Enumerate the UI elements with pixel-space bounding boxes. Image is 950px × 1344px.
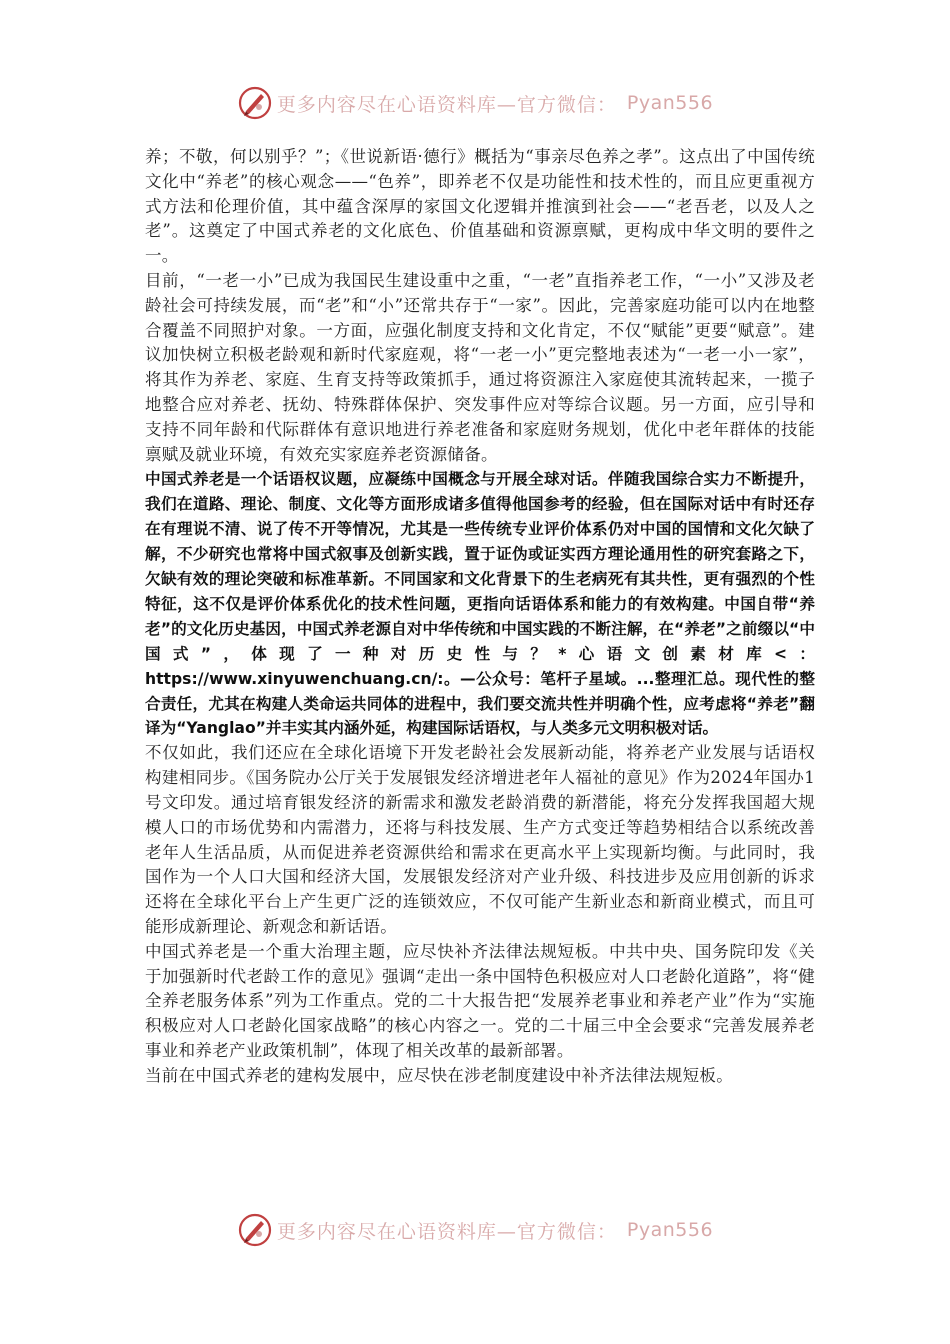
document-body — [145, 145, 815, 1088]
header-banner — [0, 83, 950, 123]
banner-wechat-id: Pyan556 — [626, 92, 714, 114]
banner-wechat-id: Pyan556 — [626, 1219, 714, 1241]
paragraph: 不仅如此，我们还应在全球化语境下开发老龄社会发展新动能，将养老产业发展与话语权构建相同步。《国务院办公厅关于发展银发经济增进老年人福祉的意见》作为2024年国办1号文印发。通过培育银发经济的新需求和激发老龄消费的新潜能，将充分发挥我国超大规模人口的市场优势和内需潜力，还将与科技发展、生产方式变迁等趋势相结合以系统改善老年人生活品质，从而促进养老资源供给和需求在更高水平上实现新均衡。与此同时，我国作为一个人口大国和经济大国，发展银发经济对产业升级、科技进步及应用创新的诉求还将在全球化平台上产生更广泛的连锁效应，不仅可能产生新业态和新商业模式，而且可能形成新理论、新观念和新话语。 — [145, 743, 815, 936]
paragraph-highlighted: 中国式养老是一个话语权议题，应凝练中国概念与开展全球对话。伴随我国综合实力不断提升，我们在道路、理论、制度、文化等方面形成诸多值得他国参考的经验，但在国际对话中有时还存在有理说不清、说了传不开等情况，尤其是一些传统专业评价体系仍对中国的国情和文化欠缺了解，不少研究也常将中国式叙事及创新实践，置于证伪或证实西方理论通用性的研究套路之下，欠缺有效的理论突破和标准革新。不同国家和文化背景下的生老病死有其共性，更有强烈的个性特征，这不仅是评价体系优化的技术性问题，更指向话语体系和能力的有效构建。中国自带“养老”的文化历史基因，中国式养老源自对中华传统和中国实践的不断注解，在“养老”之前缀以“中国式”，体现了一种对历史性与？*心语文创素材库<：https://www.xinyuwenchuang.cn/:。—公众号：笔杆子星域。...整理汇总。现代性的整合责任，尤其在构建人类命运共同体的进程中，我们要交流共性并明确个性，应考虑将“养老”翻译为“Yanglao”并丰实其内涵外延，构建国际话语权，与人类多元文明积极对话。 — [145, 470, 815, 738]
banner-text: 更多内容尽在心语资料库—官方微信： — [276, 1220, 617, 1243]
banner-text: 更多内容尽在心语资料库—官方微信： — [276, 93, 617, 116]
paragraph: 目前，“一老一小”已成为我国民生建设重中之重，“一老”直指养老工作，“一小”又涉及老龄社会可持续发展，而“老”和“小”还常共存于“一家”。因此，完善家庭功能可以内在地整合覆盖不同照护对象。一方面，应强化制度支持和文化肯定，不仅“赋能”更要“赋意”。建议加快树立积极老龄观和新时代家庭观，将“一老一小”更完整地表述为“一老一小一家”，将其作为养老、家庭、生育支持等政策抓手，通过将资源注入家庭使其流转起来，一揽子地整合应对养老、抚幼、特殊群体保护、突发事件应对等综合议题。另一方面，应引导和支持不同年龄和代际群体有意识地进行养老准备和家庭财务规划，优化中老年群体的技能禀赋及就业环境，有效充实家庭养老资源储备。 — [145, 270, 815, 464]
footer-banner — [0, 1210, 950, 1250]
pen-logo-icon — [237, 1212, 273, 1248]
pen-logo-icon — [237, 85, 273, 121]
paragraph: 当前在中国式养老的建构发展中，应尽快在涉老制度建设中补齐法律法规短板。 — [145, 1065, 733, 1085]
paragraph: 中国式养老是一个重大治理主题，应尽快补齐法律法规短板。中共中央、国务院印发《关于加强新时代老龄工作的意见》强调“走出一条中国特色积极应对人口老龄化道路”，将“健全养老服务体系”列为工作重点。党的二十大报告把“发展养老事业和养老产业”作为“实施积极应对人口老龄化国家战略”的核心内容之一。党的二十届三中全会要求“完善发展养老事业和养老产业政策机制”，体现了相关改革的最新部署。 — [145, 941, 815, 1060]
paragraph: 养；不敬，何以别乎？”；《世说新语·德行》概括为“事亲尽色养之孝”。这点出了中国传统文化中“养老”的核心观念——“色养”，即养老不仅是功能性和技术性的，而且应更重视方式方法和伦理价值，其中蕴含深厚的家国文化逻辑并推演到社会——“老吾老，以及人之老”。这奠定了中国式养老的文化底色、价值基础和资源禀赋，更构成中华文明的要件之一。 — [145, 147, 815, 266]
